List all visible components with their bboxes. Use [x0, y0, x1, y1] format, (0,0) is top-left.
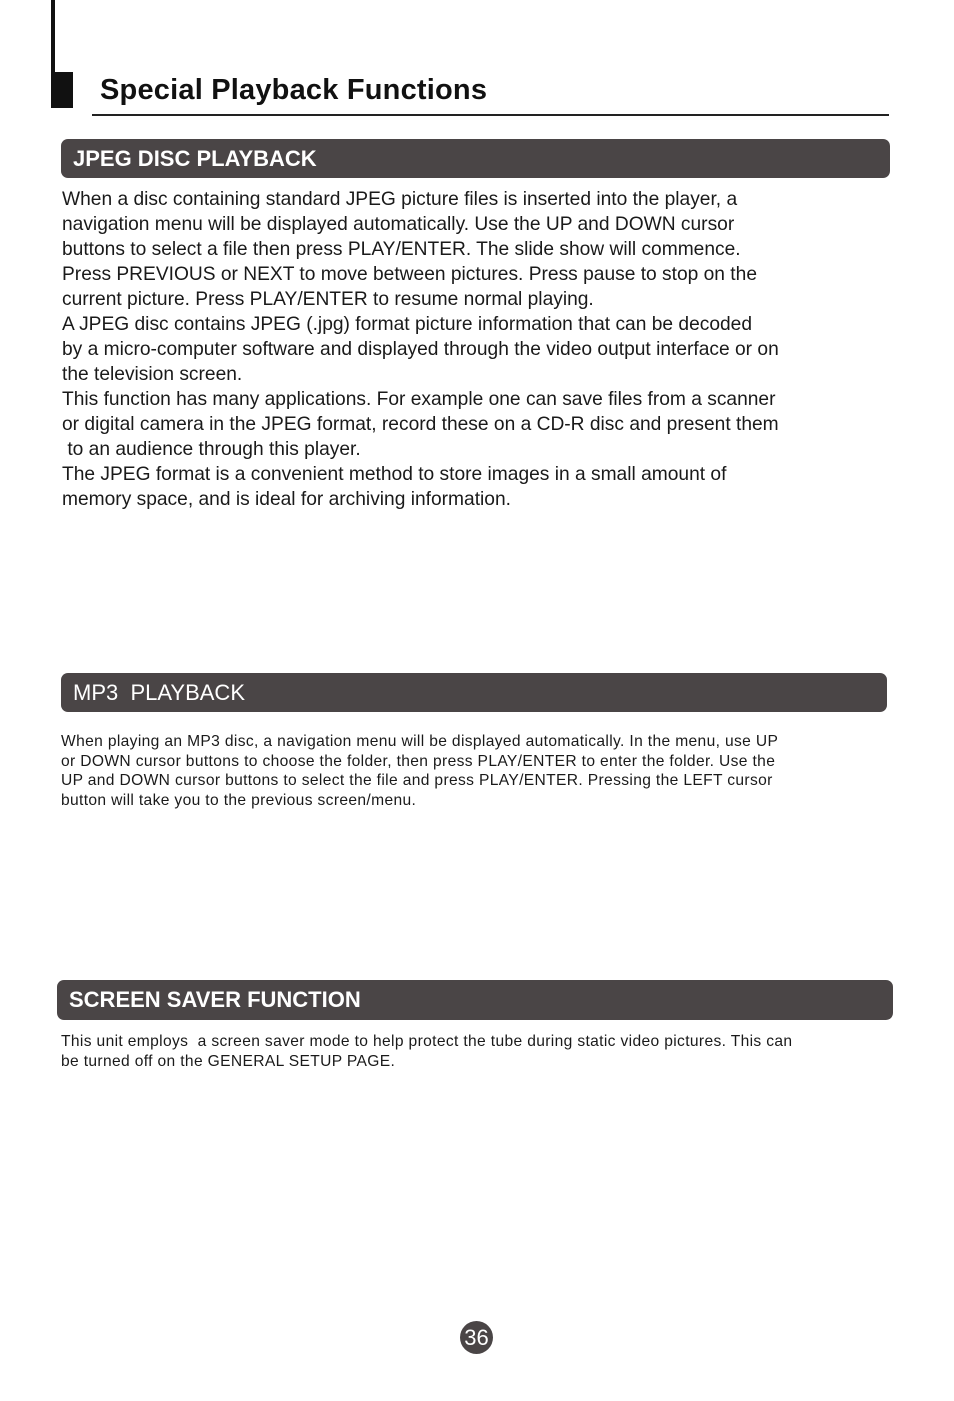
- text-line: or DOWN cursor buttons to choose the folder, then press PLAY/ENTER to enter the folder. Use the: [61, 752, 776, 770]
- text-line: navigation menu will be displayed automatically. Use the UP and DOWN cursor: [62, 214, 735, 235]
- section-header-screen-saver: [57, 980, 893, 1020]
- text-line: memory space, and is ideal for archiving information.: [62, 489, 511, 510]
- section-heading-jpeg: JPEG DISC PLAYBACK: [73, 145, 317, 171]
- text-line: buttons to select a file then press PLAY/ENTER. The slide show will commence.: [62, 239, 741, 260]
- text-line: When a disc containing standard JPEG picture files is inserted into the player, a: [62, 189, 738, 210]
- text-line: to an audience through this player.: [62, 439, 361, 460]
- text-line: be turned off on the GENERAL SETUP PAGE.: [61, 1052, 396, 1070]
- page-number-badge: [460, 1321, 493, 1354]
- page-title: Special Playback Functions: [100, 74, 488, 106]
- corner-mark-block: [51, 72, 73, 108]
- text-line: or digital camera in the JPEG format, record these on a CD-R disc and present them: [62, 414, 779, 435]
- text-line: UP and DOWN cursor buttons to select the file and press PLAY/ENTER. Pressing the LEFT cursor: [61, 772, 773, 789]
- text-line: A JPEG disc contains JPEG (.jpg) format picture information that can be decoded: [62, 314, 753, 335]
- section-heading-mp3: MP3 PLAYBACK: [73, 679, 245, 705]
- text-line: Press PREVIOUS or NEXT to move between pictures. Press pause to stop on the: [62, 264, 757, 285]
- mp3-body-text: [61, 732, 778, 810]
- text-line: by a micro-computer software and displayed through the video output interface or on: [62, 339, 779, 360]
- text-line: button will take you to the previous screen/menu.: [61, 791, 417, 809]
- title-underline: [92, 114, 889, 116]
- text-line: This unit employs a screen saver mode to help protect the tube during static video pictures. This can: [61, 1033, 793, 1050]
- section-header-mp3: [61, 673, 887, 712]
- jpeg-body-text: [62, 187, 922, 512]
- screen-saver-body-text: [61, 1032, 792, 1071]
- text-line: This function has many applications. For example one can save files from a scanner: [62, 389, 776, 410]
- text-line: the television screen.: [62, 364, 243, 385]
- section-header-jpeg: [61, 139, 890, 178]
- text-line: When playing an MP3 disc, a navigation menu will be displayed automatically. In the menu, use UP: [61, 733, 779, 750]
- page-number: 36: [464, 1324, 489, 1350]
- text-line: The JPEG format is a convenient method to store images in a small amount of: [62, 464, 727, 485]
- text-line: current picture. Press PLAY/ENTER to resume normal playing.: [62, 289, 594, 310]
- section-heading-screen-saver: SCREEN SAVER FUNCTION: [69, 987, 361, 1012]
